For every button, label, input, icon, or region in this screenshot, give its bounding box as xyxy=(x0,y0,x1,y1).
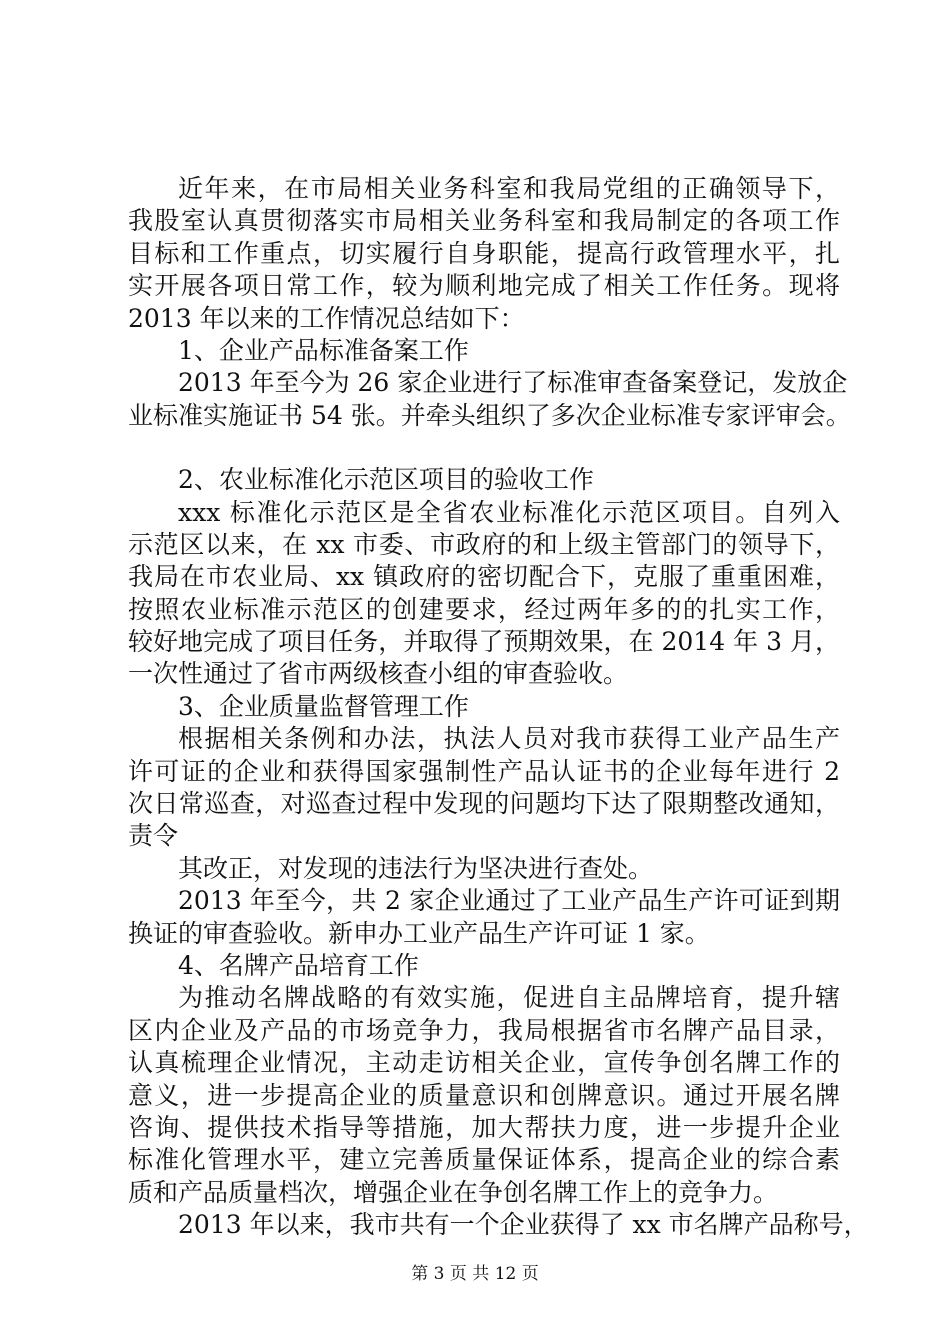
page-number-footer: 第 3 页 共 12 页 xyxy=(411,1264,539,1284)
paragraph-section-2 xyxy=(128,497,840,691)
paragraph-section-1 xyxy=(128,367,851,432)
text-line: 认真梳理企业情况，主动走访相关企业，宣传争创名牌工作的 xyxy=(128,1048,840,1078)
section-heading-1: 1、企业产品标准备案工作 xyxy=(178,335,469,365)
text-line: 2013 年以来的工作情况总结如下： xyxy=(128,303,525,333)
text-line: 标准化管理水平，建立完善质量保证体系，提高企业的综合素 xyxy=(128,1145,840,1175)
text-line: 次日常巡查，对巡查过程中发现的问题均下达了限期整改通知， xyxy=(128,789,840,819)
section-heading-3: 3、企业质量监督管理工作 xyxy=(178,691,469,721)
paragraph-section-4-award: 2013 年以来，我市共有一个企业获得了 xx 市名牌产品称号， xyxy=(178,1210,869,1240)
text-line: 示范区以来，在 xx 市委、市政府的和上级主管部门的领导下， xyxy=(128,529,840,559)
text-line: 2013 年至今为 26 家企业进行了标准审查备案登记，发放企 xyxy=(178,368,848,398)
text-line: 意义，进一步提高企业的质量意识和创牌意识。通过开展名牌 xyxy=(128,1080,840,1110)
text-line: 为推动名牌战略的有效实施，促进自主品牌培育，提升辖 xyxy=(178,983,840,1013)
text-line: 较好地完成了项目任务，并取得了预期效果，在 2014 年 3 月， xyxy=(128,627,840,657)
text-line: xxx 标准化示范区是全省农业标准化示范区项目。自列入 xyxy=(178,497,840,527)
text-line: 近年来，在市局相关业务科室和我局党组的正确领导下， xyxy=(178,174,840,203)
paragraph-section-3-continued: 其改正，对发现的违法行为坚决进行查处。 xyxy=(178,853,654,883)
blank-line xyxy=(128,432,840,464)
text-line: 实开展各项日常工作，较为顺利地完成了相关工作任务。现将 xyxy=(128,271,840,301)
text-line: 2013 年至今，共 2 家企业通过了工业产品生产许可证到期 xyxy=(178,886,840,916)
paragraph-section-4 xyxy=(128,982,840,1209)
text-line: 一次性通过了省市两级核查小组的审查验收。 xyxy=(128,659,629,689)
text-line: 根据相关条例和办法，执法人员对我市获得工业产品生产 xyxy=(178,724,840,754)
section-heading-4: 4、名牌产品培育工作 xyxy=(178,950,419,980)
section-heading-2: 2、农业标准化示范区项目的验收工作 xyxy=(178,465,594,495)
text-line: 业标准实施证书 54 张。并牵头组织了多次企业标准专家评审会。 xyxy=(128,400,851,430)
paragraph-section-3-license xyxy=(128,885,840,950)
text-line: 我局在市农业局、xx 镇政府的密切配合下，克服了重重困难， xyxy=(128,562,840,592)
text-line: 我股室认真贯彻落实市局相关业务科室和我局制定的各项工作 xyxy=(128,206,840,236)
document-body xyxy=(128,173,869,1242)
text-line: 区内企业及产品的市场竞争力，我局根据省市名牌产品目录， xyxy=(128,1015,840,1045)
text-line: 按照农业标准示范区的创建要求，经过两年多的的扎实工作， xyxy=(128,594,840,624)
text-line: 许可证的企业和获得国家强制性产品认证书的企业每年进行 2 xyxy=(128,756,840,786)
text-line: 换证的审查验收。新申办工业产品生产许可证 1 家。 xyxy=(128,918,710,948)
text-line: 责令 xyxy=(128,821,179,851)
paragraph-section-3 xyxy=(128,723,840,853)
paragraph-intro xyxy=(128,173,840,335)
text-line: 质和产品质量档次，增强企业在争创名牌工作上的竞争力。 xyxy=(128,1177,779,1207)
text-line: 目标和工作重点，切实履行自身职能，提高行政管理水平，扎 xyxy=(128,238,840,268)
text-line: 咨询、提供技术指导等措施，加大帮扶力度，进一步提升企业 xyxy=(128,1112,840,1142)
